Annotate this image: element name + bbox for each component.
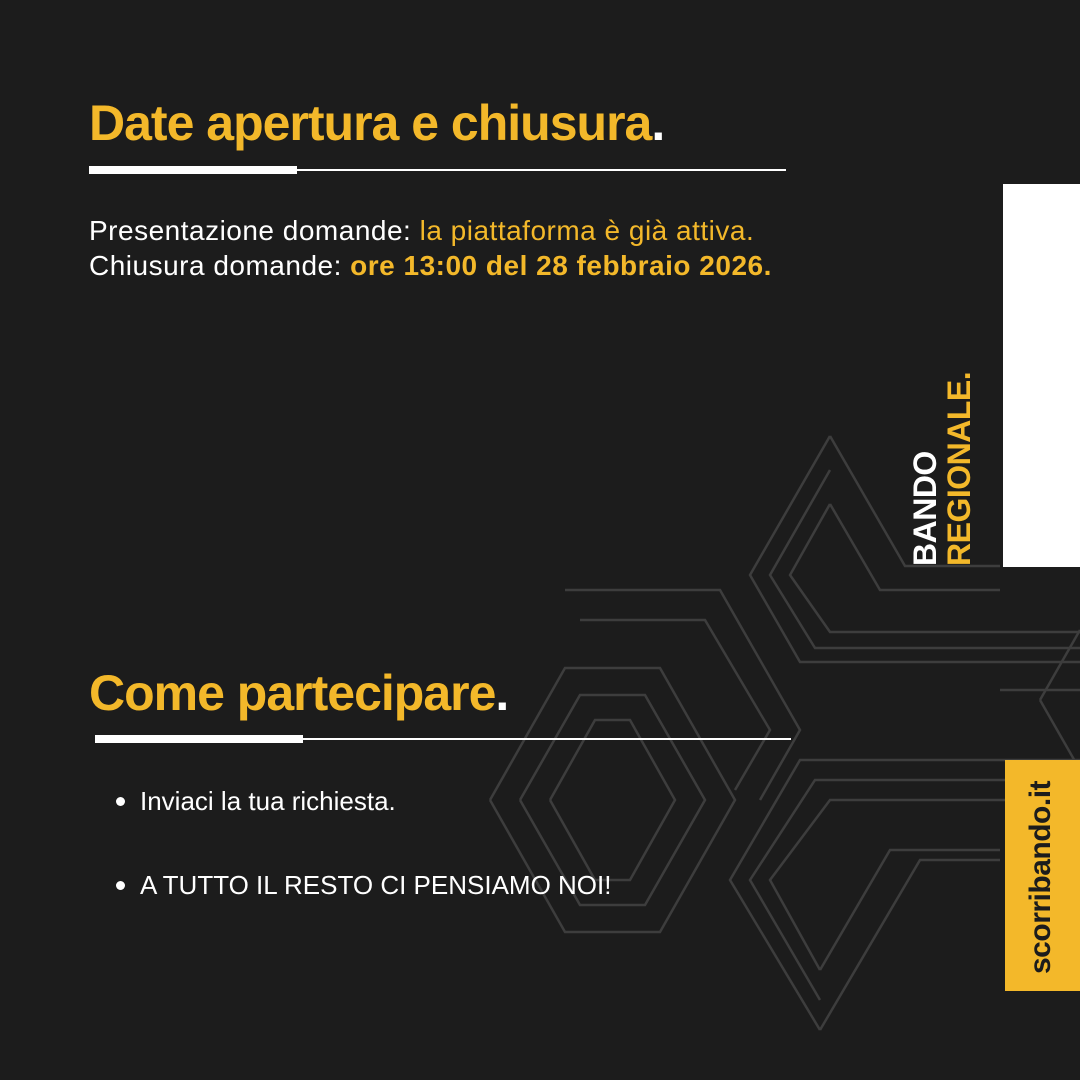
brand-vertical-label [908, 372, 976, 566]
site-url-label: scorribando.it [1024, 780, 1057, 974]
brand-line-bando: BANDO [907, 451, 943, 566]
submission-opening-line: Presentazione domande: la piattaforma è già attiva. [89, 215, 755, 246]
title-underline-participate [95, 738, 791, 740]
title-underline-dates [89, 169, 786, 171]
participation-steps-list [112, 784, 611, 902]
dates-info [89, 213, 796, 283]
submission-closing-line: Chiusura domande: ore 13:00 del 28 febbraio 2026. [89, 250, 772, 281]
brand-line-regionale: REGIONALE. [941, 371, 977, 566]
list-item: Inviaci la tua richiesta. [112, 784, 611, 818]
list-item: A TUTTO IL RESTO CI PENSIAMO NOI! [112, 868, 611, 902]
section-title-participate: Come partecipare. [89, 665, 509, 721]
section-title-dates: Date apertura e chiusura. [89, 95, 665, 151]
white-side-panel [1003, 184, 1080, 567]
